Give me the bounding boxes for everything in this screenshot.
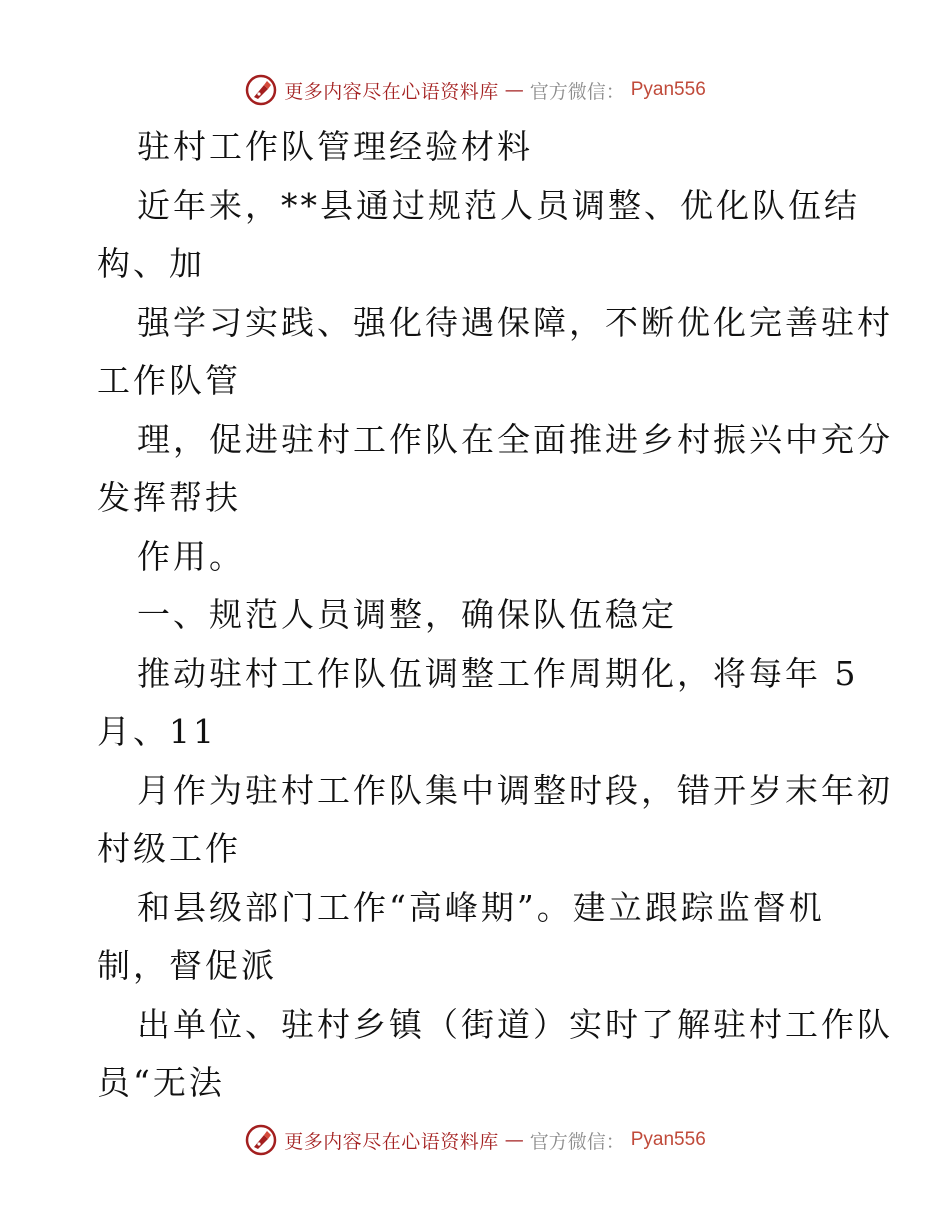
banner-wechat-id: Pyan556 [630, 1129, 706, 1150]
text-line: 一、规范人员调整，确保队伍稳定 [137, 595, 677, 634]
text-line: 制，督促派 [97, 946, 277, 985]
banner-separator: — [504, 79, 524, 101]
text-line: 月作为驻村工作队集中调整时段，错开岁末年初 [137, 770, 893, 810]
text-line: 工作队管 [97, 361, 241, 400]
text-line: 理，促进驻村工作队在全面推进乡村振兴中充分 [137, 419, 893, 459]
text-line: 驻村工作队管理经验材料 [137, 127, 533, 166]
pen-nib-logo-icon [244, 1123, 278, 1157]
text-line: 村级工作 [97, 829, 241, 868]
text-line: 员“无法 [97, 1063, 225, 1102]
text-line: 近年来，**县通过规范人员调整、优化队伍结 [137, 185, 860, 225]
text-line: 出单位、驻村乡镇（街道）实时了解驻村工作队 [137, 1004, 893, 1044]
text-line: 推动驻村工作队伍调整工作周期化，将每年 5 [137, 653, 859, 693]
document-body [97, 118, 893, 1113]
text-line: 作用。 [137, 536, 245, 576]
banner-wechat-label: 官方微信： [529, 1130, 625, 1153]
text-line: 构、加 [97, 244, 205, 283]
text-line: 强学习实践、强化待遇保障，不断优化完善驻村 [137, 302, 893, 342]
text-line: 月、11 [97, 712, 217, 751]
banner-separator: — [504, 1129, 524, 1151]
banner-wechat-id: Pyan556 [630, 79, 706, 100]
header-banner [0, 70, 950, 110]
banner-wechat-label: 官方微信： [529, 80, 625, 103]
footer-banner [0, 1120, 950, 1160]
text-line: 发挥帮扶 [97, 478, 241, 517]
pen-nib-logo-icon [244, 73, 278, 107]
banner-text: 更多内容尽在心语资料库 [284, 80, 499, 103]
banner-text: 更多内容尽在心语资料库 [284, 1130, 499, 1153]
text-line: 和县级部门工作“高峰期”。建立跟踪监督机 [137, 887, 825, 927]
